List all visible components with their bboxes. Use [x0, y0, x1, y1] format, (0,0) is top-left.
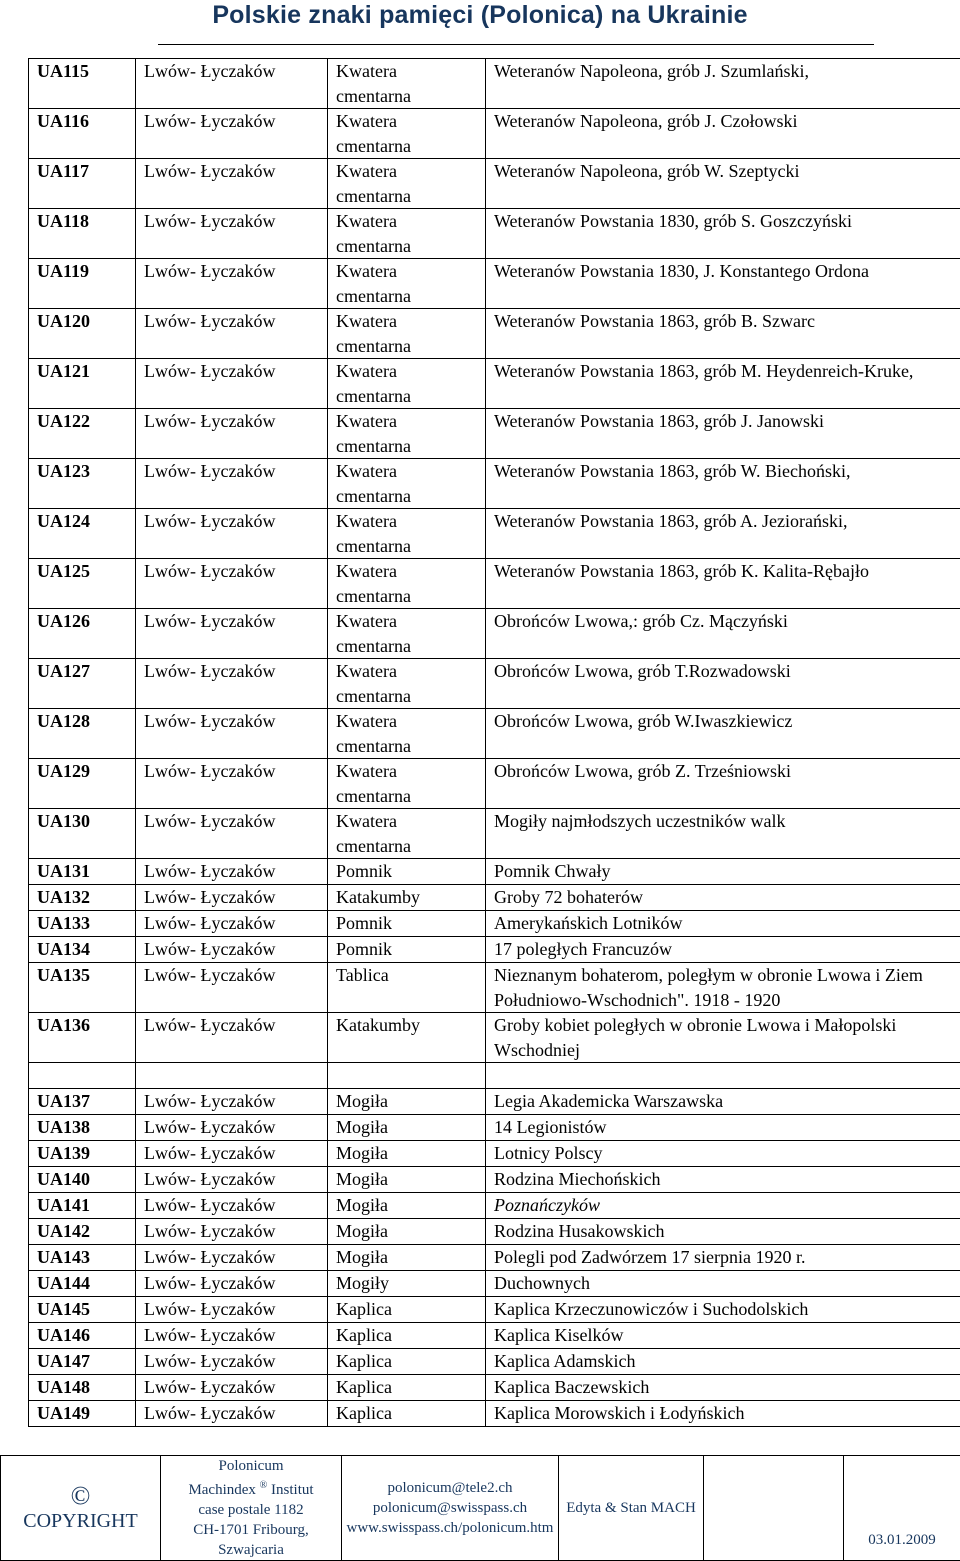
- row-type: Mogiła: [328, 1245, 486, 1271]
- page-footer: [0, 1455, 960, 1561]
- row-description: Weteranów Powstania 1863, grób B. Szwarc: [486, 309, 960, 359]
- row-type-line: Kwatera: [336, 109, 485, 134]
- row-description: Weteranów Napoleona, grób W. Szeptycki: [486, 159, 960, 209]
- row-type-line: Kwatera: [336, 709, 485, 734]
- table-row: [29, 459, 960, 509]
- table-row: [29, 1089, 960, 1115]
- row-code: UA135: [29, 963, 136, 1013]
- footer-blank: [704, 1456, 844, 1561]
- row-type: Pomnik: [328, 859, 486, 885]
- row-type-line: Kwatera: [336, 459, 485, 484]
- row-place: Lwów- Łyczaków: [136, 659, 328, 709]
- row-type-line: cmentarna: [336, 584, 485, 609]
- row-code: UA128: [29, 709, 136, 759]
- row-place: Lwów- Łyczaków: [136, 159, 328, 209]
- row-type: [328, 309, 486, 359]
- row-type-line: Kwatera: [336, 759, 485, 784]
- row-type-line: Kwatera: [336, 809, 485, 834]
- row-description: Obrońców Lwowa, grób Z. Trześniowski: [486, 759, 960, 809]
- row-code: UA149: [29, 1401, 136, 1427]
- row-type: Kaplica: [328, 1349, 486, 1375]
- row-type: Kaplica: [328, 1375, 486, 1401]
- row-type-line: cmentarna: [336, 334, 485, 359]
- row-type: Mogiła: [328, 1089, 486, 1115]
- row-code: UA133: [29, 911, 136, 937]
- row-place: Lwów- Łyczaków: [136, 459, 328, 509]
- row-description: Legia Akademicka Warszawska: [486, 1089, 960, 1115]
- row-type-line: cmentarna: [336, 184, 485, 209]
- row-type-line: cmentarna: [336, 284, 485, 309]
- row-description: Kaplica Krzeczunowiczów i Suchodolskich: [486, 1297, 960, 1323]
- spacer-cell: [486, 1063, 960, 1089]
- row-type-line: cmentarna: [336, 834, 485, 859]
- website-link[interactable]: www.swisspass.ch/polonicum.htm: [342, 1518, 558, 1538]
- page-header: [0, 0, 960, 44]
- row-type-line: cmentarna: [336, 484, 485, 509]
- row-code: UA132: [29, 885, 136, 911]
- row-place: Lwów- Łyczaków: [136, 209, 328, 259]
- email-link-1[interactable]: polonicum@tele2.ch: [342, 1478, 558, 1498]
- row-place: Lwów- Łyczaków: [136, 259, 328, 309]
- row-code: UA130: [29, 809, 136, 859]
- table-row: [29, 963, 960, 1013]
- footer-contact: [342, 1456, 559, 1561]
- row-type: Mogiły: [328, 1271, 486, 1297]
- row-description: Duchownych: [486, 1271, 960, 1297]
- row-description: Weteranów Napoleona, grób J. Szumlański,: [486, 59, 960, 109]
- row-code: UA118: [29, 209, 136, 259]
- row-type-line: Kwatera: [336, 159, 485, 184]
- row-place: Lwów- Łyczaków: [136, 509, 328, 559]
- row-code: UA140: [29, 1167, 136, 1193]
- footer-copyright: [1, 1456, 161, 1561]
- row-code: UA119: [29, 259, 136, 309]
- table-row: [29, 1141, 960, 1167]
- row-place: Lwów- Łyczaków: [136, 1271, 328, 1297]
- row-code: UA141: [29, 1193, 136, 1219]
- table-spacer-row: [29, 1063, 960, 1089]
- row-description: Weteranów Powstania 1863, grób W. Biechoński,: [486, 459, 960, 509]
- row-code: UA115: [29, 59, 136, 109]
- row-description: Weteranów Powstania 1830, J. Konstantego Ordona: [486, 259, 960, 309]
- row-description: Kaplica Baczewskich: [486, 1375, 960, 1401]
- row-place: Lwów- Łyczaków: [136, 1219, 328, 1245]
- table-row: [29, 1271, 960, 1297]
- row-type: Mogiła: [328, 1115, 486, 1141]
- row-place: Lwów- Łyczaków: [136, 59, 328, 109]
- footer-institute: [161, 1456, 342, 1561]
- row-type-line: Kwatera: [336, 659, 485, 684]
- row-place: Lwów- Łyczaków: [136, 1375, 328, 1401]
- row-code: UA138: [29, 1115, 136, 1141]
- spacer-cell: [136, 1063, 328, 1089]
- row-type: Pomnik: [328, 937, 486, 963]
- copyright-icon: ©: [1, 1483, 160, 1509]
- row-description: Weteranów Powstania 1863, grób M. Heydenreich-Kruke,: [486, 359, 960, 409]
- table-row: [29, 1297, 960, 1323]
- row-code: UA145: [29, 1297, 136, 1323]
- table-row: [29, 1349, 960, 1375]
- row-type: [328, 809, 486, 859]
- row-type: [328, 609, 486, 659]
- row-code: UA131: [29, 859, 136, 885]
- row-type: Tablica: [328, 963, 486, 1013]
- row-place: Lwów- Łyczaków: [136, 963, 328, 1013]
- row-type-line: Kwatera: [336, 509, 485, 534]
- row-type: Kaplica: [328, 1323, 486, 1349]
- table-row: [29, 1375, 960, 1401]
- table-row: [29, 1401, 960, 1427]
- table-row: [29, 1193, 960, 1219]
- table-row: [29, 609, 960, 659]
- institute-name: Polonicum Machindex: [188, 1458, 283, 1498]
- table-row: [29, 59, 960, 109]
- registered-icon: ®: [260, 1480, 268, 1491]
- row-code: UA116: [29, 109, 136, 159]
- table-row: [29, 1245, 960, 1271]
- row-code: UA136: [29, 1013, 136, 1063]
- row-place: Lwów- Łyczaków: [136, 1297, 328, 1323]
- table-row: [29, 1013, 960, 1063]
- row-code: UA126: [29, 609, 136, 659]
- row-place: Lwów- Łyczaków: [136, 809, 328, 859]
- footer-authors: Edyta & Stan MACH: [559, 1456, 704, 1561]
- row-description: Groby 72 bohaterów: [486, 885, 960, 911]
- row-description: Poznańczyków: [486, 1193, 960, 1219]
- row-place: Lwów- Łyczaków: [136, 409, 328, 459]
- row-place: Lwów- Łyczaków: [136, 1193, 328, 1219]
- row-type-line: cmentarna: [336, 734, 485, 759]
- table-row: [29, 209, 960, 259]
- row-type-line: cmentarna: [336, 84, 485, 109]
- table-row: [29, 937, 960, 963]
- row-place: Lwów- Łyczaków: [136, 359, 328, 409]
- row-type-line: cmentarna: [336, 684, 485, 709]
- row-type: Kaplica: [328, 1297, 486, 1323]
- row-place: Lwów- Łyczaków: [136, 609, 328, 659]
- row-type: Kaplica: [328, 1401, 486, 1427]
- table-row: [29, 659, 960, 709]
- footer-date: 03.01.2009: [844, 1456, 960, 1561]
- row-description: Rodzina Husakowskich: [486, 1219, 960, 1245]
- row-description: Pomnik Chwały: [486, 859, 960, 885]
- row-type-line: cmentarna: [336, 634, 485, 659]
- row-code: UA122: [29, 409, 136, 459]
- row-place: Lwów- Łyczaków: [136, 911, 328, 937]
- page-title: Polskie znaki pamięci (Polonica) na Ukrainie: [0, 0, 960, 30]
- row-description: 14 Legionistów: [486, 1115, 960, 1141]
- row-code: UA127: [29, 659, 136, 709]
- table-row: [29, 1323, 960, 1349]
- table-row: [29, 159, 960, 209]
- row-description: Nieznanym bohaterom, poległym w obronie Lwowa i Ziem Południowo-Wschodnich". 1918 - 1920: [486, 963, 960, 1013]
- row-place: Lwów- Łyczaków: [136, 709, 328, 759]
- row-code: UA144: [29, 1271, 136, 1297]
- row-type: [328, 359, 486, 409]
- row-place: Lwów- Łyczaków: [136, 1349, 328, 1375]
- row-description: Kaplica Adamskich: [486, 1349, 960, 1375]
- table-row: [29, 109, 960, 159]
- institute-city: CH-1701 Fribourg, Szwajcaria: [161, 1520, 341, 1560]
- row-code: UA139: [29, 1141, 136, 1167]
- row-place: Lwów- Łyczaków: [136, 759, 328, 809]
- row-place: Lwów- Łyczaków: [136, 559, 328, 609]
- row-type: [328, 709, 486, 759]
- row-type-line: cmentarna: [336, 384, 485, 409]
- row-type: Pomnik: [328, 911, 486, 937]
- row-description: Groby kobiet poległych w obronie Lwowa i Małopolski Wschodniej: [486, 1013, 960, 1063]
- row-description: Polegli pod Zadwórzem 17 sierpnia 1920 r.: [486, 1245, 960, 1271]
- table-row: [29, 259, 960, 309]
- row-code: UA121: [29, 359, 136, 409]
- row-description: Weteranów Powstania 1863, grób A. Jeziorański,: [486, 509, 960, 559]
- row-type-line: Kwatera: [336, 209, 485, 234]
- row-code: UA129: [29, 759, 136, 809]
- row-place: Lwów- Łyczaków: [136, 1115, 328, 1141]
- row-place: Lwów- Łyczaków: [136, 109, 328, 159]
- row-description: Obrońców Lwowa,: grób Cz. Mączyński: [486, 609, 960, 659]
- row-place: Lwów- Łyczaków: [136, 309, 328, 359]
- polonica-table-body: [29, 59, 960, 1427]
- row-place: Lwów- Łyczaków: [136, 1245, 328, 1271]
- row-type-line: Kwatera: [336, 409, 485, 434]
- row-code: UA124: [29, 509, 136, 559]
- row-place: Lwów- Łyczaków: [136, 1401, 328, 1427]
- row-code: UA143: [29, 1245, 136, 1271]
- row-description: Kaplica Morowskich i Łodyńskich: [486, 1401, 960, 1427]
- row-type-line: cmentarna: [336, 784, 485, 809]
- row-type-line: Kwatera: [336, 559, 485, 584]
- row-type-line: Kwatera: [336, 359, 485, 384]
- row-type: [328, 659, 486, 709]
- row-code: UA125: [29, 559, 136, 609]
- table-row: [29, 1219, 960, 1245]
- institute-postal: case postale 1182: [161, 1500, 341, 1520]
- table-row: [29, 885, 960, 911]
- row-type-line: cmentarna: [336, 434, 485, 459]
- row-type: [328, 109, 486, 159]
- row-type: Mogiła: [328, 1167, 486, 1193]
- row-place: Lwów- Łyczaków: [136, 1167, 328, 1193]
- row-description: Weteranów Powstania 1863, grób K. Kalita-Rębajło: [486, 559, 960, 609]
- row-code: UA117: [29, 159, 136, 209]
- table-row: [29, 859, 960, 885]
- row-description: Weteranów Powstania 1830, grób S. Goszczyński: [486, 209, 960, 259]
- header-divider: [158, 44, 874, 45]
- row-description: Obrońców Lwowa, grób T.Rozwadowski: [486, 659, 960, 709]
- row-type-line: Kwatera: [336, 309, 485, 334]
- table-row: [29, 409, 960, 459]
- table-row: [29, 359, 960, 409]
- polonica-table: [28, 58, 960, 1427]
- row-code: UA120: [29, 309, 136, 359]
- row-code: UA147: [29, 1349, 136, 1375]
- row-type: [328, 459, 486, 509]
- row-type: [328, 409, 486, 459]
- table-row: [29, 1115, 960, 1141]
- row-type: [328, 509, 486, 559]
- row-type: Mogiła: [328, 1141, 486, 1167]
- table-row: [29, 809, 960, 859]
- row-type: [328, 759, 486, 809]
- row-description: 17 poległych Francuzów: [486, 937, 960, 963]
- row-type-line: Kwatera: [336, 59, 485, 84]
- row-place: Lwów- Łyczaków: [136, 937, 328, 963]
- row-type-line: cmentarna: [336, 134, 485, 159]
- row-place: Lwów- Łyczaków: [136, 1013, 328, 1063]
- row-type: [328, 559, 486, 609]
- row-place: Lwów- Łyczaków: [136, 1141, 328, 1167]
- table-row: [29, 309, 960, 359]
- row-type-line: cmentarna: [336, 534, 485, 559]
- row-type-line: Kwatera: [336, 259, 485, 284]
- row-description: Rodzina Miechońskich: [486, 1167, 960, 1193]
- row-code: UA137: [29, 1089, 136, 1115]
- row-type: [328, 259, 486, 309]
- row-code: UA148: [29, 1375, 136, 1401]
- row-place: Lwów- Łyczaków: [136, 1323, 328, 1349]
- row-type: Mogiła: [328, 1193, 486, 1219]
- row-description: Weteranów Napoleona, grób J. Czołowski: [486, 109, 960, 159]
- spacer-cell: [29, 1063, 136, 1089]
- row-description: Mogiły najmłodszych uczestników walk: [486, 809, 960, 859]
- email-link-2[interactable]: polonicum@swisspass.ch: [342, 1498, 558, 1518]
- institute-word: Institut: [271, 1482, 314, 1498]
- row-description: Obrońców Lwowa, grób W.Iwaszkiewicz: [486, 709, 960, 759]
- row-description: Kaplica Kiselków: [486, 1323, 960, 1349]
- row-place: Lwów- Łyczaków: [136, 1089, 328, 1115]
- row-type-line: cmentarna: [336, 234, 485, 259]
- table-row: [29, 759, 960, 809]
- row-type-line: Kwatera: [336, 609, 485, 634]
- table-row: [29, 709, 960, 759]
- row-type: [328, 59, 486, 109]
- row-code: UA134: [29, 937, 136, 963]
- table-row: [29, 509, 960, 559]
- copyright-text: COPYRIGHT: [1, 1509, 160, 1533]
- row-type: Mogiła: [328, 1219, 486, 1245]
- row-place: Lwów- Łyczaków: [136, 859, 328, 885]
- row-description: Amerykańskich Lotników: [486, 911, 960, 937]
- row-type: [328, 209, 486, 259]
- row-code: UA142: [29, 1219, 136, 1245]
- table-row: [29, 911, 960, 937]
- row-description: Lotnicy Polscy: [486, 1141, 960, 1167]
- row-type: Katakumby: [328, 885, 486, 911]
- row-description: Weteranów Powstania 1863, grób J. Janowski: [486, 409, 960, 459]
- spacer-cell: [328, 1063, 486, 1089]
- row-place: Lwów- Łyczaków: [136, 885, 328, 911]
- table-row: [29, 1167, 960, 1193]
- row-type: [328, 159, 486, 209]
- row-type: Katakumby: [328, 1013, 486, 1063]
- row-code: UA146: [29, 1323, 136, 1349]
- row-code: UA123: [29, 459, 136, 509]
- table-row: [29, 559, 960, 609]
